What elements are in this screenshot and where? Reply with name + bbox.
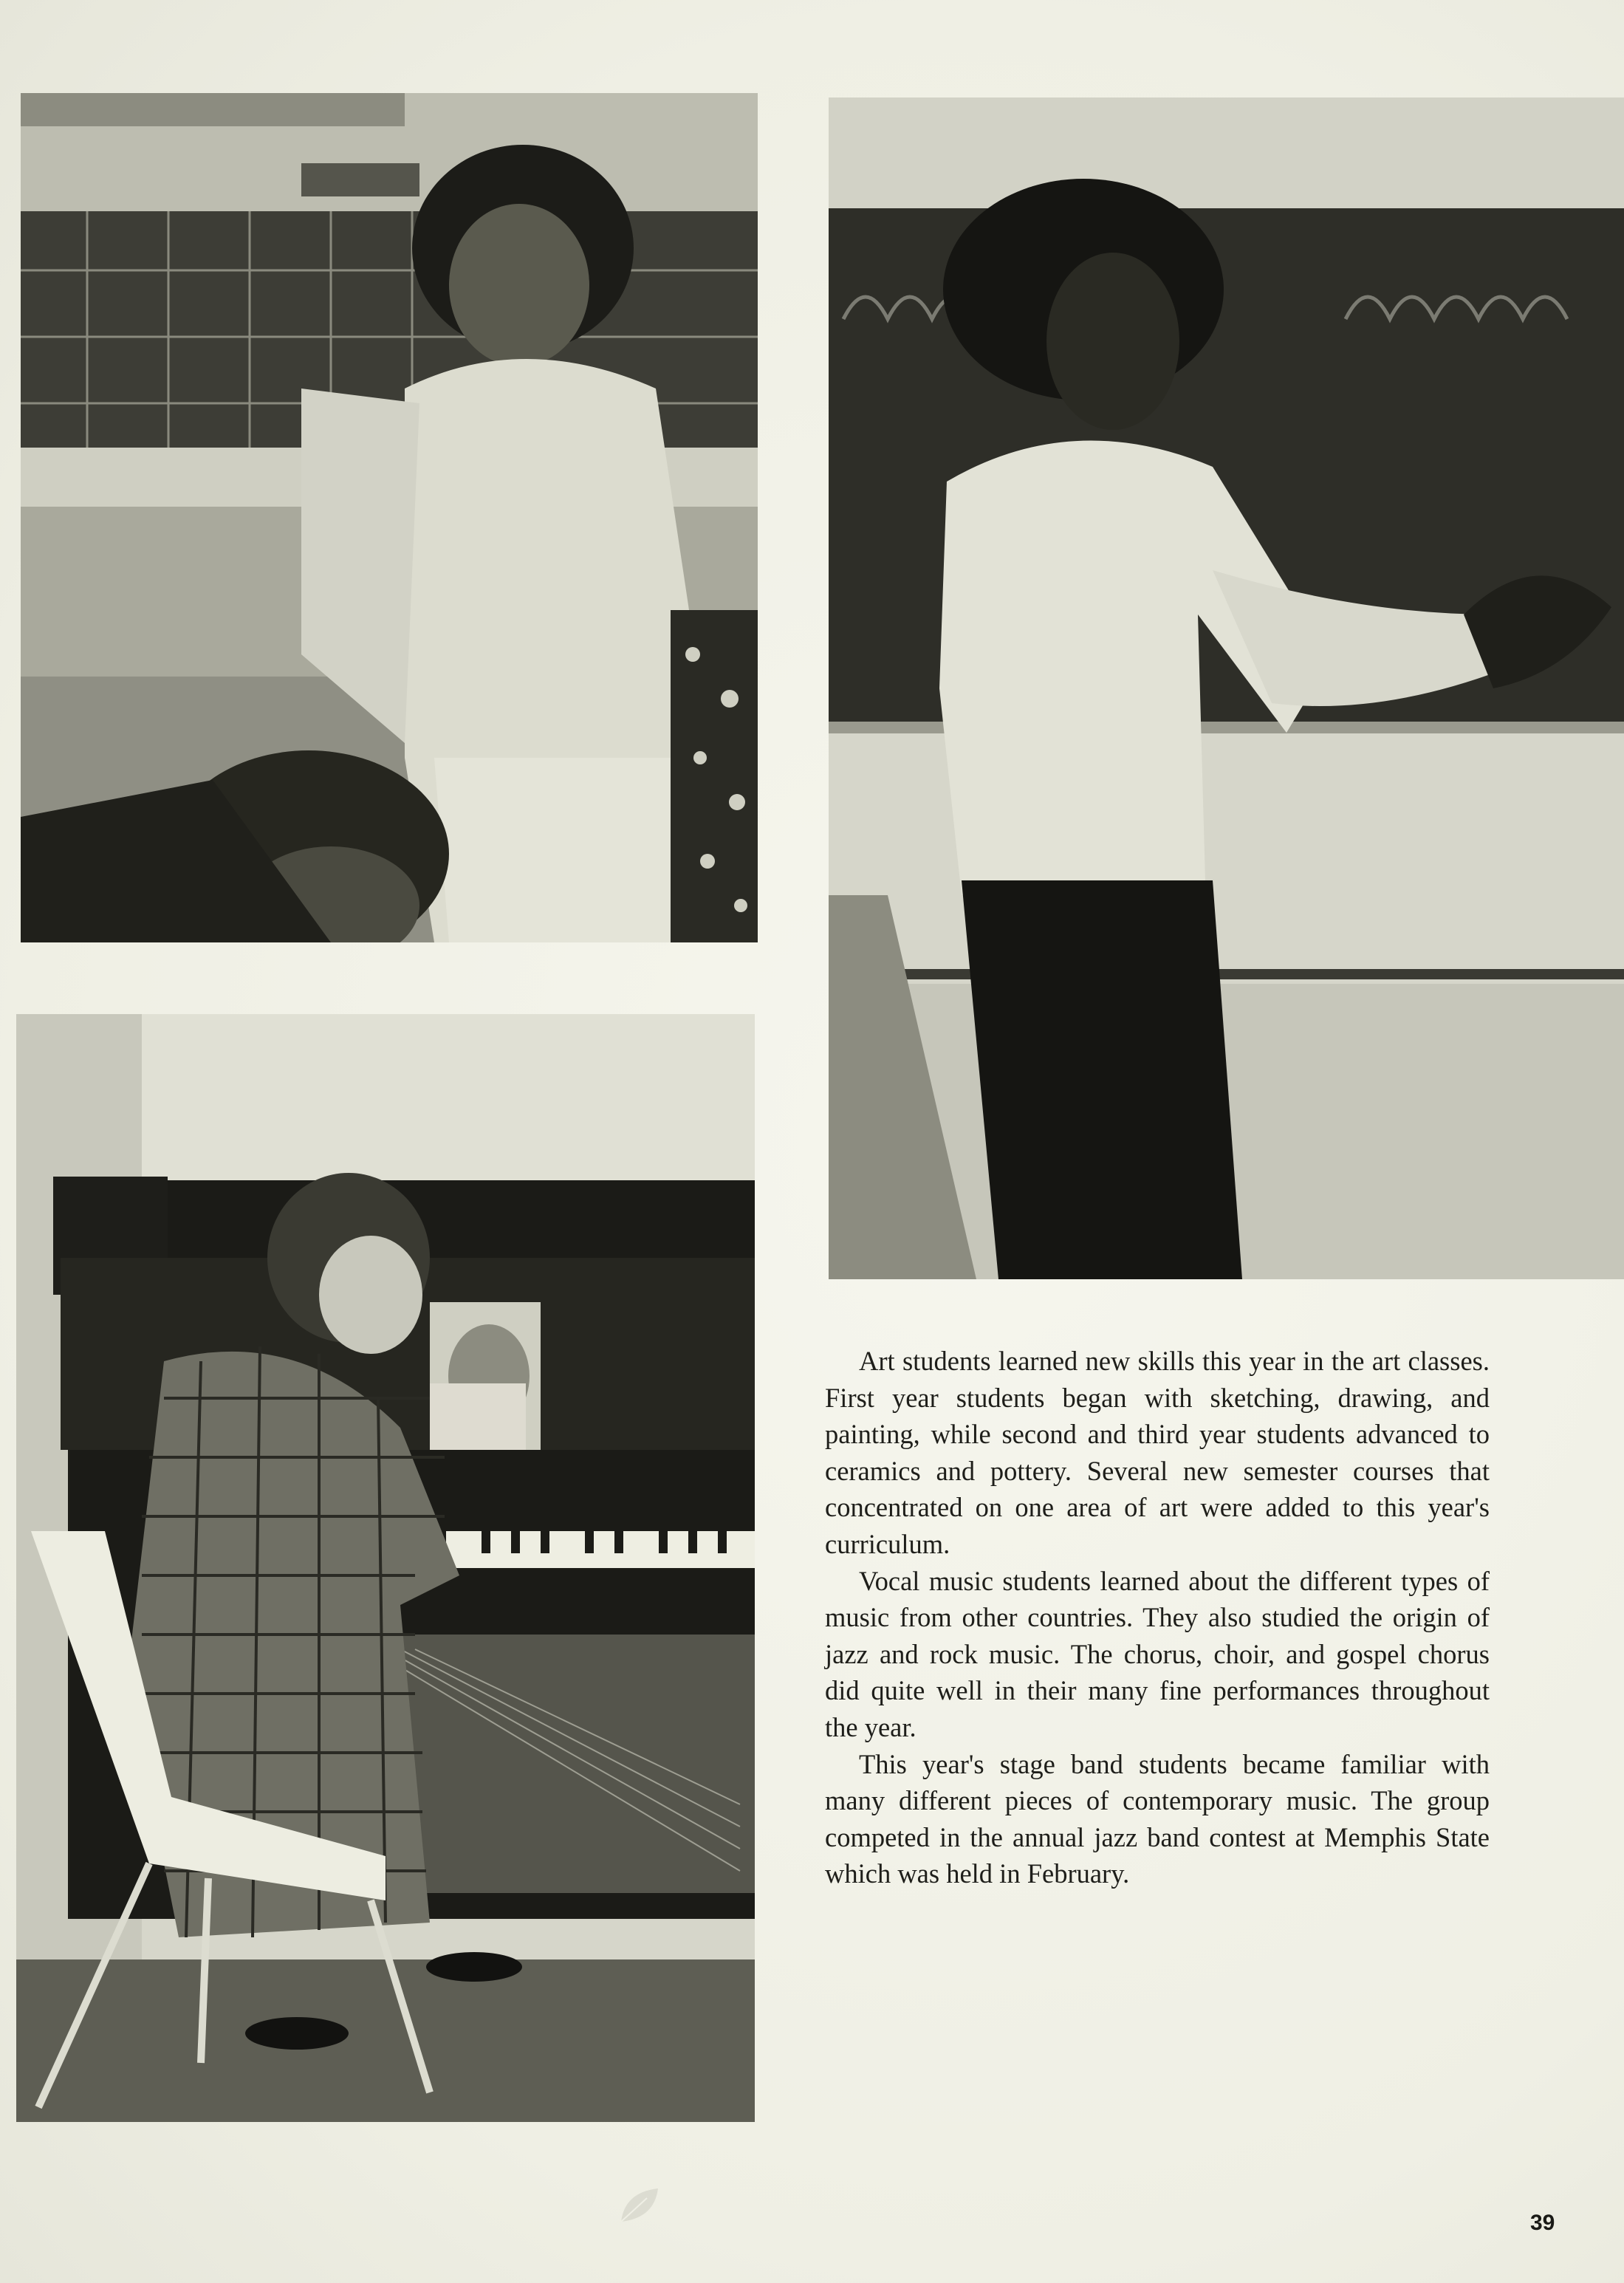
paragraph-art: Art students learned new skills this year in the art classes. First year students began with sketching, drawing, and painting, while second and third year students advanced to ceramics and pottery. Several new semester courses that concentrated on one area of art were added to this year's curriculum. xyxy=(825,1346,1490,1559)
page-number: 39 xyxy=(1530,2211,1555,2235)
vocal-music-photo xyxy=(829,97,1624,1279)
paragraph-stage-band: This year's stage band students became familiar with many different pieces of contemporary music. The group competed in the annual jazz band contest at Memphis State which was held in February. xyxy=(825,1748,1490,1889)
article-text xyxy=(825,1343,1490,1892)
piano-photo xyxy=(16,1014,755,2122)
paragraph-vocal-music: Vocal music students learned about the different types of music from other countries. They also studied the origin of jazz and rock music. The chorus, choir, and gospel chorus did quite well in their many fine performances throughout the year. xyxy=(825,1565,1490,1742)
art-class-photo xyxy=(21,93,758,942)
leaf-watermark-icon xyxy=(617,2185,662,2226)
